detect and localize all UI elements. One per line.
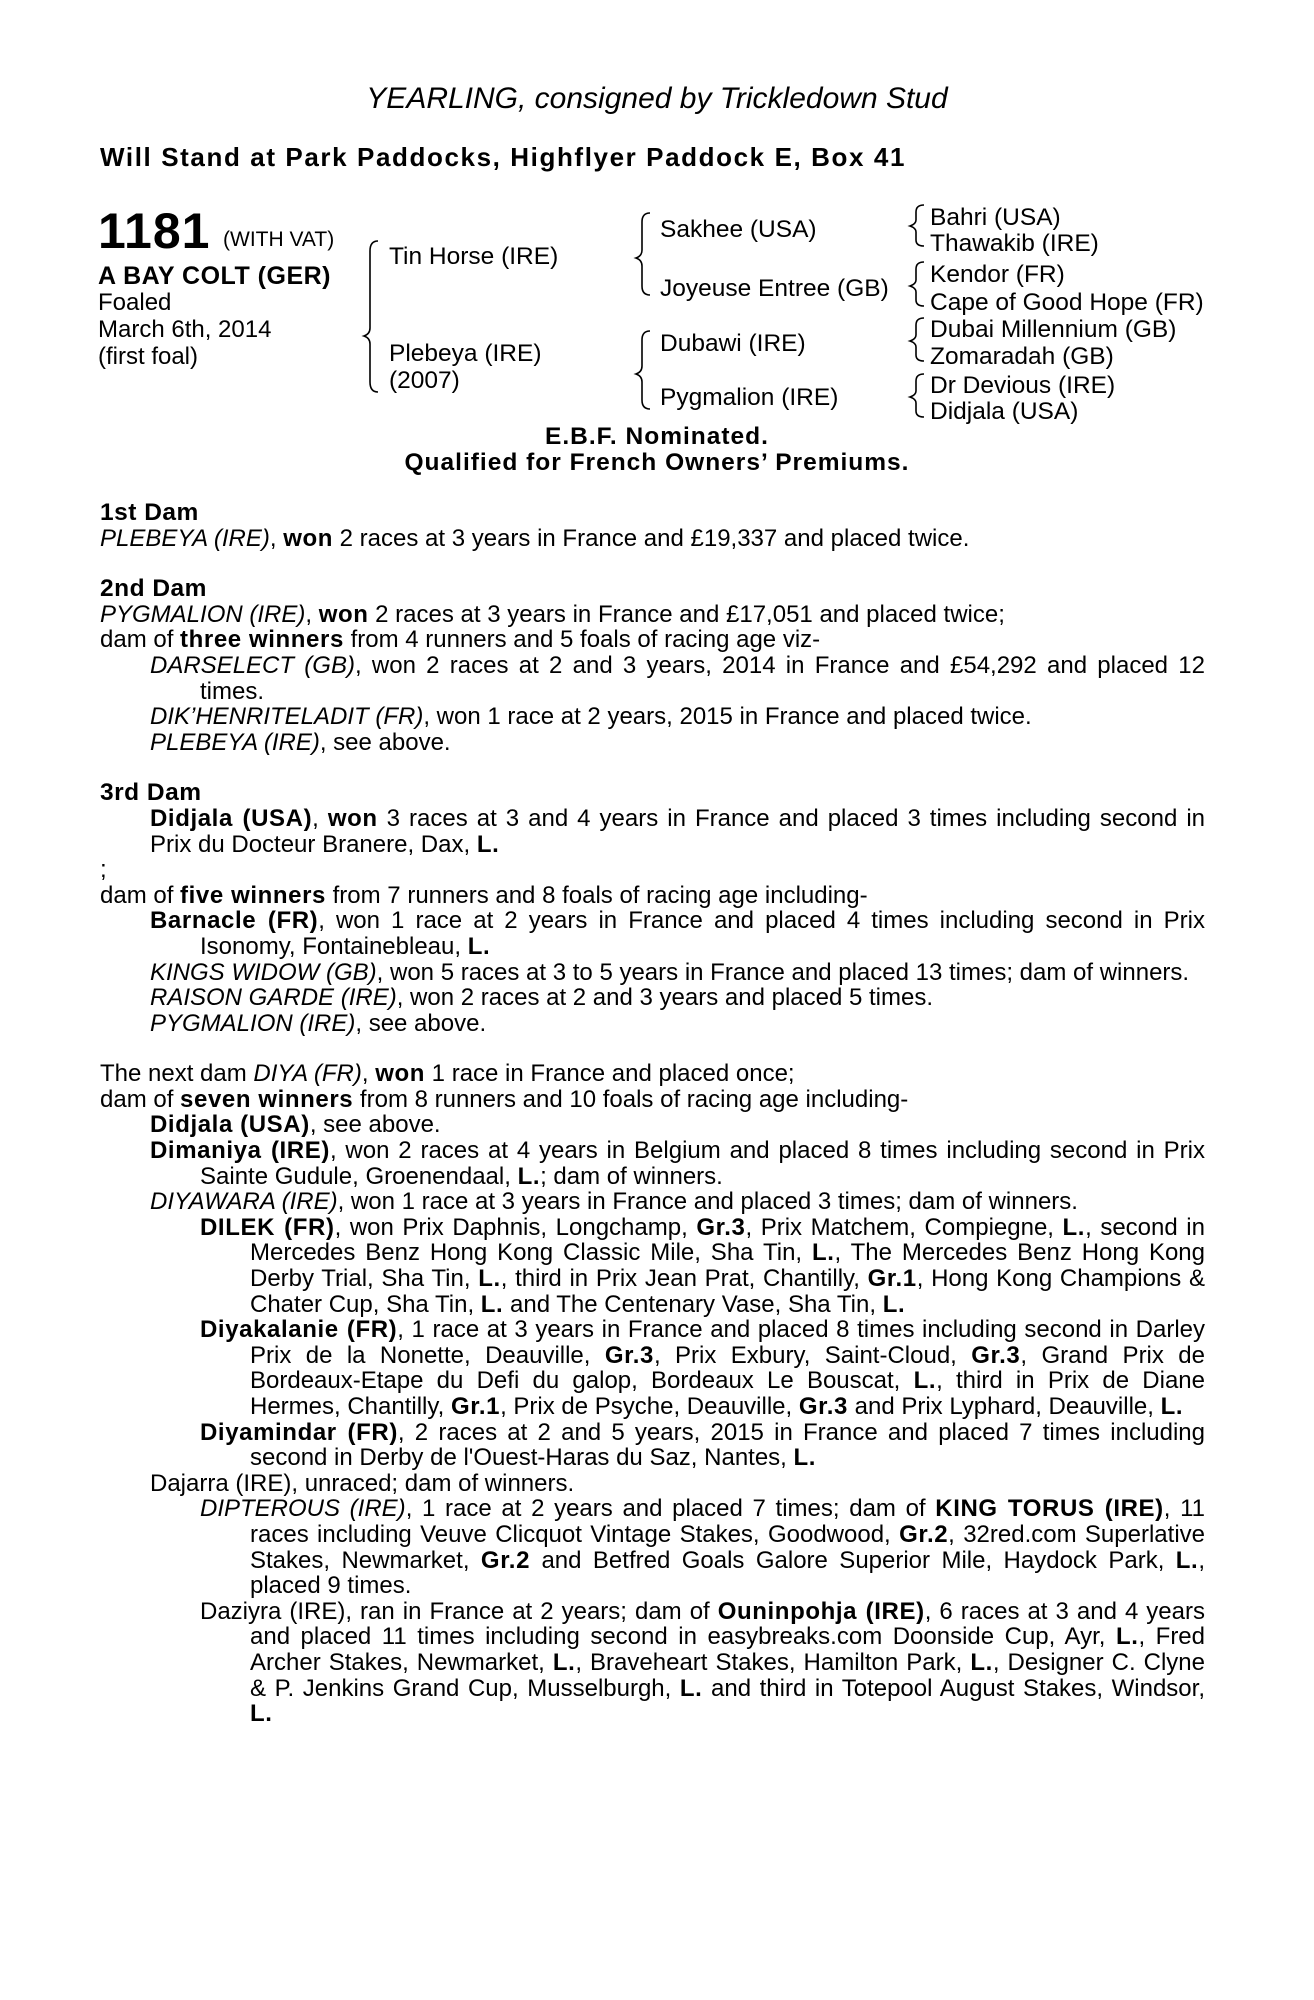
offspring-entry: DIK’HENRITELADIT (FR), won 1 race at 2 years, 2015 in France and placed twice.: [150, 703, 1032, 731]
next-dam-produce: dam of seven winners from 8 runners and 10 foals of racing age including-: [100, 1085, 909, 1113]
offspring-entry: DIYAWARA (IRE), won 1 race at 3 years in France and placed 3 times; dam of winners.: [150, 1188, 1078, 1216]
first-dam-name: PLEBEYA (IRE): [100, 524, 270, 552]
pedigree-g3: Kendor (FR): [930, 261, 1065, 288]
lot-number: 1181: [98, 203, 211, 259]
pedigree-g1: Bahri (USA): [930, 204, 1061, 231]
offspring-entry: Didjala (USA), see above.: [150, 1111, 441, 1139]
first-dam-record: PLEBEYA (IRE), won 2 races at 3 years in France and £19,337 and placed twice.: [100, 524, 970, 552]
foaled-date: March 6th, 2014: [98, 316, 272, 343]
offspring-entry: Dajarra (IRE), unraced; dam of winners.: [150, 1469, 575, 1497]
pedigree-dam-dam: Pygmalion (IRE): [660, 384, 839, 411]
pedigree-g5: Dubai Millennium (GB): [930, 316, 1177, 343]
pedigree-sire-sire: Sakhee (USA): [660, 216, 817, 243]
third-dam-semicolon: ;: [100, 856, 107, 884]
pedigree-g2: Thawakib (IRE): [930, 230, 1099, 257]
pedigree-g6: Zomaradah (GB): [930, 343, 1114, 370]
second-dam-name: PYGMALION (IRE): [100, 600, 306, 628]
first-dam-heading: 1st Dam: [100, 499, 199, 526]
grand-offspring-entry: DIPTEROUS (IRE), 1 race at 2 years and placed 7 times; dam of KING TORUS (IRE), 11 races including Veuve Clicquot Vintage Stakes, Goodwood, Gr.2, 32red.com Superlative Stakes, Newmarket, Gr.2 and Betfred Goals Galore Superior Mile, Haydock Park, L., placed 9 times.: [200, 1495, 1206, 1600]
foal-note: (first foal): [98, 343, 199, 370]
page-heading: YEARLING, consigned by Trickledown Stud: [366, 82, 948, 115]
offspring-entry: RAISON GARDE (IRE), won 2 races at 2 and 3 years and placed 5 times.: [150, 984, 934, 1012]
vat-label: (WITH VAT): [223, 228, 335, 251]
grand-offspring-entry: Diyamindar (FR), 2 races at 2 and 5 years, 2015 in France and placed 7 times including second in Derby de l'Ouest-Haras du Saz, Nantes, L.: [200, 1418, 1205, 1472]
pedigree-g7: Dr Devious (IRE): [930, 372, 1116, 399]
pedigree-sire-dam: Joyeuse Entree (GB): [660, 275, 889, 302]
grand-offspring-entry: Daziyra (IRE), ran in France at 2 years; dam of Ouninpohja (IRE), 6 races at 3 and 4 years and placed 11 times including second in easybreaks.com Doonside Cup, Ayr, L., Fred Archer Stakes, Newmarket, L., Braveheart Stakes, Hamilton Park, L., Designer C. Clyne & P. Jenkins Grand Cup, Musselburgh, L. and third in Totepool August Stakes, Windsor, L.: [200, 1597, 1206, 1728]
third-dam-produce: dam of five winners from 7 runners and 8 foals of racing age including-: [100, 881, 868, 909]
pedigree-dam-sire: Dubawi (IRE): [660, 330, 806, 357]
stand-location: Will Stand at Park Paddocks, Highflyer Paddock E, Box 41: [100, 142, 907, 172]
third-dam-record: Didjala (USA), won 3 races at 3 and 4 years in France and placed 3 times including second in Prix du Docteur Branere, Dax, L.: [150, 804, 1205, 858]
offspring-entry: DARSELECT (GB), won 2 races at 2 and 3 years, 2014 in France and £54,292 and placed 12 times.: [150, 651, 1205, 705]
grand-offspring-entry: Diyakalanie (FR), 1 race at 3 years in France and placed 8 times including second in Darley Prix de la Nonette, Deauville, Gr.3, Prix Exbury, Saint-Cloud, Gr.3, Grand Prix de Bordeaux-Etape du Defi du galop, Bordeaux Le Bouscat, L., third in Prix de Diane Hermes, Chantilly, Gr.1, Prix de Psyche, Deauville, Gr.3 and Prix Lyphard, Deauville, L.: [200, 1316, 1206, 1420]
next-dam-record: The next dam DIYA (FR), won 1 race in France and placed once;: [100, 1060, 795, 1088]
grand-offspring-entry: DILEK (FR), won Prix Daphnis, Longchamp, Gr.3, Prix Matchem, Compiegne, L., second in Mercedes Benz Hong Kong Classic Mile, Sha Tin, L., The Mercedes Benz Hong Kong Derby Trial, Sha Tin, L., third in Prix Jean Prat, Chantilly, Gr.1, Hong Kong Champions & Chater Cup, Sha Tin, L. and The Centenary Vase, Sha Tin, L.: [200, 1213, 1206, 1318]
third-dam-heading: 3rd Dam: [100, 779, 202, 807]
offspring-entry: PYGMALION (IRE), see above.: [150, 1009, 487, 1037]
offspring-entry: Dimaniya (IRE), won 2 races at 4 years in Belgium and placed 8 times including second in Prix Sainte Gudule, Groenendaal, L.; dam of winners.: [150, 1137, 1205, 1190]
dam-record: [100, 500, 1205, 1727]
second-dam-produce: dam of three winners from 4 runners and 5 foals of racing age viz-: [100, 626, 821, 654]
pedigree-g8: Didjala (USA): [930, 398, 1079, 425]
offspring-entry: Barnacle (FR), won 1 race at 2 years in France and placed 4 times including second in Prix Isonomy, Fontainebleau, L.: [150, 907, 1205, 960]
second-dam-heading: 2nd Dam: [100, 575, 207, 603]
offspring-entry: PLEBEYA (IRE), see above.: [150, 728, 451, 756]
pedigree-dam: Plebeya (IRE): [389, 340, 542, 367]
pedigree-g4: Cape of Good Hope (FR): [930, 289, 1204, 316]
offspring-entry: KINGS WIDOW (GB), won 5 races at 3 to 5 years in France and placed 13 times; dam of winners.: [150, 958, 1190, 986]
pedigree-dam-year: (2007): [389, 367, 460, 394]
foaled-label: Foaled: [98, 289, 172, 316]
pedigree-sire: Tin Horse (IRE): [389, 243, 559, 270]
second-dam-record: PYGMALION (IRE), won 2 races at 3 years in France and £17,051 and placed twice;: [100, 600, 1005, 628]
lot-title: A BAY COLT (GER): [98, 262, 332, 290]
french-premiums: Qualified for French Owners’ Premiums.: [404, 449, 910, 476]
ebf-nominated: E.B.F. Nominated.: [545, 423, 769, 450]
third-dam-name: Didjala (USA): [150, 804, 313, 832]
pedigree-braces: [0, 0, 1314, 460]
